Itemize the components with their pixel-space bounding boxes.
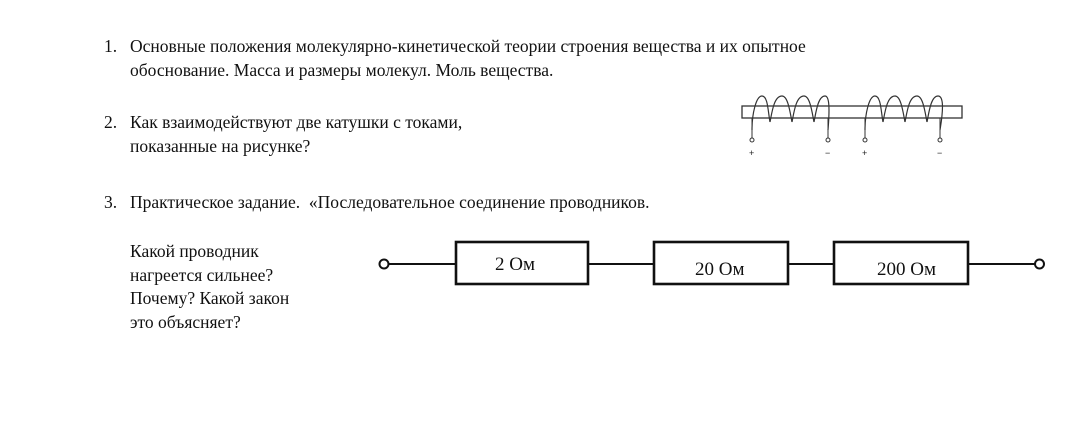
question-1 (104, 34, 1004, 86)
terminal-sign: − (937, 148, 943, 158)
terminal-dot (938, 138, 942, 142)
question-number: 2. (104, 112, 118, 132)
question-3 (104, 190, 824, 216)
coil-right (865, 96, 942, 130)
terminal-dot (826, 138, 830, 142)
coils-figure (730, 92, 970, 162)
question-2 (104, 110, 584, 162)
resistor-2-label: 20 Ом (695, 259, 745, 280)
circuit-terminal-right (1035, 260, 1044, 269)
terminal-dot (750, 138, 754, 142)
prompt-line: Почему? Какой закон (130, 288, 290, 308)
question-3-prompt (130, 240, 289, 334)
resistor-3-label: 200 Ом (877, 259, 936, 280)
question-line: Основные положения молекулярно-кинетической теории строения вещества и их опытное (130, 36, 806, 56)
resistor-1-label: 2 Ом (495, 254, 535, 275)
question-text (130, 110, 462, 158)
question-text (130, 34, 806, 82)
prompt-line: это объясняет? (130, 311, 241, 332)
question-line: показанные на рисунке? (130, 136, 311, 156)
question-line: Как взаимодействуют две катушки с токами, (130, 112, 463, 132)
question-number: 1. (104, 36, 118, 56)
terminal-dot (863, 138, 867, 142)
prompt-line: нагреется сильнее? (130, 264, 274, 285)
circuit-terminal-left (380, 260, 389, 269)
prompt-line: Какой проводник (130, 241, 259, 261)
series-circuit (370, 230, 1060, 300)
terminal-sign: − (825, 148, 831, 158)
terminal-sign: + (862, 148, 868, 158)
coil-terminals (752, 118, 940, 138)
coil-left (752, 96, 829, 130)
question-line: обоснование. Масса и размеры молекул. Моль вещества. (130, 60, 554, 80)
question-line: Практическое задание. «Последовательное соединение проводников. (130, 192, 650, 212)
terminal-sign: + (749, 148, 755, 158)
question-number: 3. (104, 192, 118, 212)
question-text (130, 190, 650, 214)
